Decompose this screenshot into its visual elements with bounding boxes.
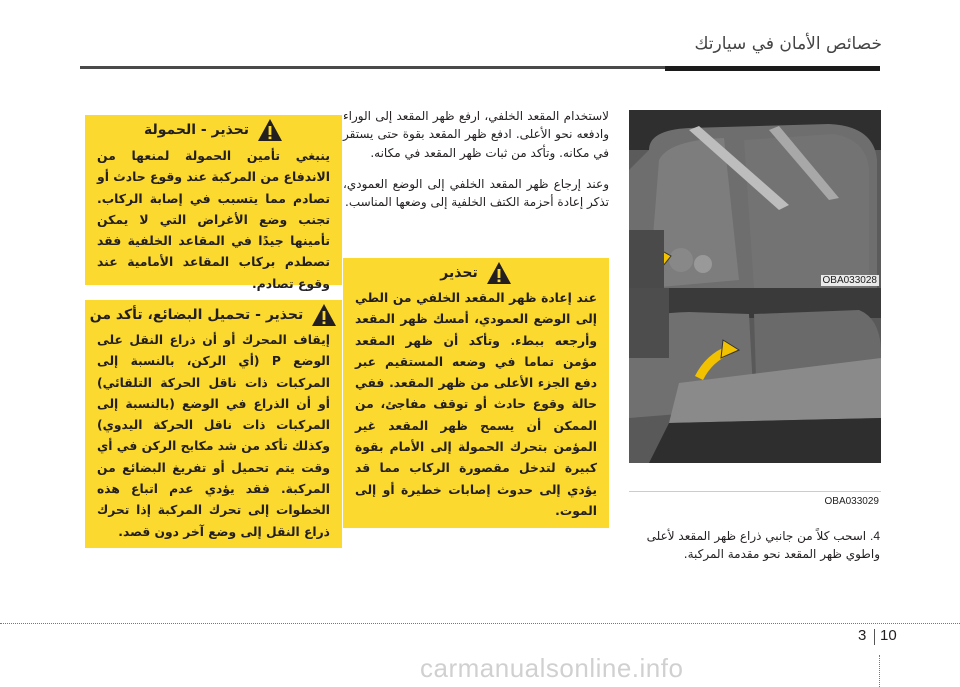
warning-box-cargo: [85, 115, 342, 291]
warning-triangle-icon: [257, 118, 283, 142]
warning-text: إيقاف المحرك أو أن ذراع النقل على الوضع P (أي الركن، بالنسبة إلى المركبات ذات ناقل الحركة التلقائي) أو أن الذراع في الوضع (بالنسبة إلى المركبات ذات ناقل الحركة اليدوي) وكذلك تأكد من شد مكابح الركن في أي وقت يتم تحميل أو تفريغ البضائع من المركبة. فقد يؤدي عدم اتباع هذه الخطوات إلى تحرك المركبة إذا تحرك ذراع النقل إلى وضع آخر دون قصد.: [97, 333, 330, 539]
footer-dotted-rule: [0, 623, 960, 624]
instruction-paragraph-1: لاستخدام المقعد الخلفي، ارفع ظهر المقعد إلى الوراء وادفعه نحو الأعلى. ادفع ظهر المقعد بقوة حتى يستقر في مكانه. وتأكد من ثبات ظهر المقعد في مكانه.: [343, 109, 609, 160]
header-rule-tab: [665, 66, 880, 71]
section-title: خصائص الأمان في سيارتك: [694, 34, 882, 54]
warning-triangle-icon: [311, 303, 337, 327]
photo-caption-bottom: [629, 491, 881, 511]
step-4-number: 4.: [869, 529, 880, 543]
warning-box-seatback: [343, 258, 609, 528]
photo-code-top: OBA033028: [822, 275, 877, 286]
rear-seat-illustration-top: [629, 110, 881, 288]
rear-seat-photo-top: [629, 110, 881, 288]
chapter-number: 10: [880, 627, 897, 644]
warning-header: [343, 258, 609, 288]
warning-text: ينبغي تأمين الحمولة لمنعها من الاندفاع من المركبة عند وقوع حادث أو تصادم مما يتسبب في إصابة الركاب. تجنب وضع الأغراض التي لا يمكن تأمينها جيدًا في المقاعد الخلفية فقد تصطدم بركاب المقاعد الأمامية عند وقوع تصادم.: [97, 148, 330, 291]
page-number: 3: [858, 627, 867, 644]
warning-header: [85, 300, 342, 330]
warning-title: تحذير - الحمولة: [144, 122, 250, 138]
warning-title: تحذير: [440, 265, 478, 281]
step-4-text: اسحب كلاً من جانبي ذراع ظهر المقعد لأعلى واطوي ظهر المقعد نحو مقدمة المركبة.: [646, 529, 880, 561]
photo-code-bottom: OBA033029: [824, 496, 879, 507]
step-4: [610, 527, 880, 563]
footer-dotted-vertical: [879, 655, 880, 687]
watermark: carmanualsonline.info: [420, 653, 684, 683]
warning-triangle-icon: [486, 261, 512, 285]
warning-box-loading: [85, 300, 342, 548]
rear-seat-illustration-bottom: [629, 288, 881, 463]
instruction-paragraph-2: وعند إرجاع ظهر المقعد الخلفي إلى الوضع العمودي، تذكر إعادة أحزمة الكتف الخلفية إلى وضعها المناسب.: [343, 177, 609, 210]
rear-seat-photo-bottom: [629, 288, 881, 463]
warning-title: تحذير - تحميل البضائع، تأكد من: [89, 307, 304, 323]
warning-text: عند إعادة ظهر المقعد الخلفي من الطي إلى الوضع العمودي، أمسك ظهر المقعد وأرجعه ببطء. وتأكد أن ظهر المقعد مؤمن تماما في وضعه المستقيم عبر دفع الجزء الأعلى من ظهر المقعد. ففي حالة وقوع حادث أو توقف مفاجئ، من الممكن أن يسمح ظهر المقعد غير المؤمن بتحرك الحمولة إلى الأمام بقوة كبيرة لتدخل مقصورة الركاب مما قد يؤدي إلى حدوث إصابات خطيرة أو إلى الموت.: [355, 291, 597, 518]
warning-header: [85, 115, 342, 145]
page-number-separator: [874, 629, 875, 645]
